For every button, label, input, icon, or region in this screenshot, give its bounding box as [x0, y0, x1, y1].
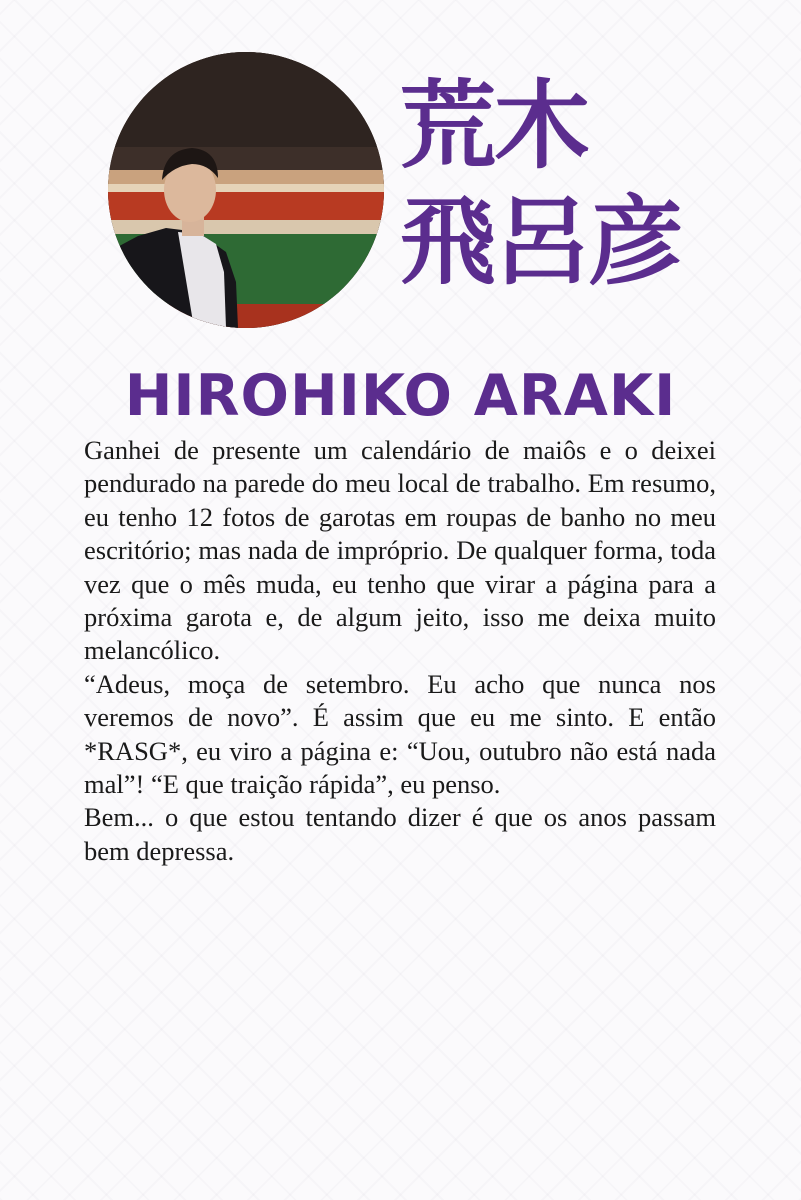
author-name-japanese-line1: 荒木: [400, 70, 588, 182]
comment-paragraph: Bem... o que estou tentando dizer é que os anos passam bem depressa.: [84, 802, 716, 866]
comment-paragraph: Ganhei de presente um calendário de maiôs e o deixei pendurado na parede do meu local de trabalho. Em resumo, eu tenho 12 fotos de garotas em roupas de banho no meu escritório; mas nada de impróprio. De qualquer forma, toda vez que o mês muda, eu tenho que virar a página para a próxima garota e, de algum jeito, isso me deixa muito melancólico.: [84, 435, 716, 666]
author-name-japanese-line2: 飛呂彦: [400, 186, 682, 298]
comment-paragraph: “Adeus, moça de setembro. Eu acho que nunca nos veremos de novo”. É assim que eu me sinto. E então *RASG*, eu viro a página e: “Uou, outubro não está nada mal”! “E que traição rápida”, eu penso.: [84, 668, 716, 800]
author-photo-image: [108, 52, 384, 328]
author-name-japanese: [400, 68, 700, 300]
author-comment-body: [84, 434, 716, 868]
author-portrait: [108, 52, 384, 328]
author-name-romaji: HIROHIKO ARAKI: [124, 363, 677, 429]
